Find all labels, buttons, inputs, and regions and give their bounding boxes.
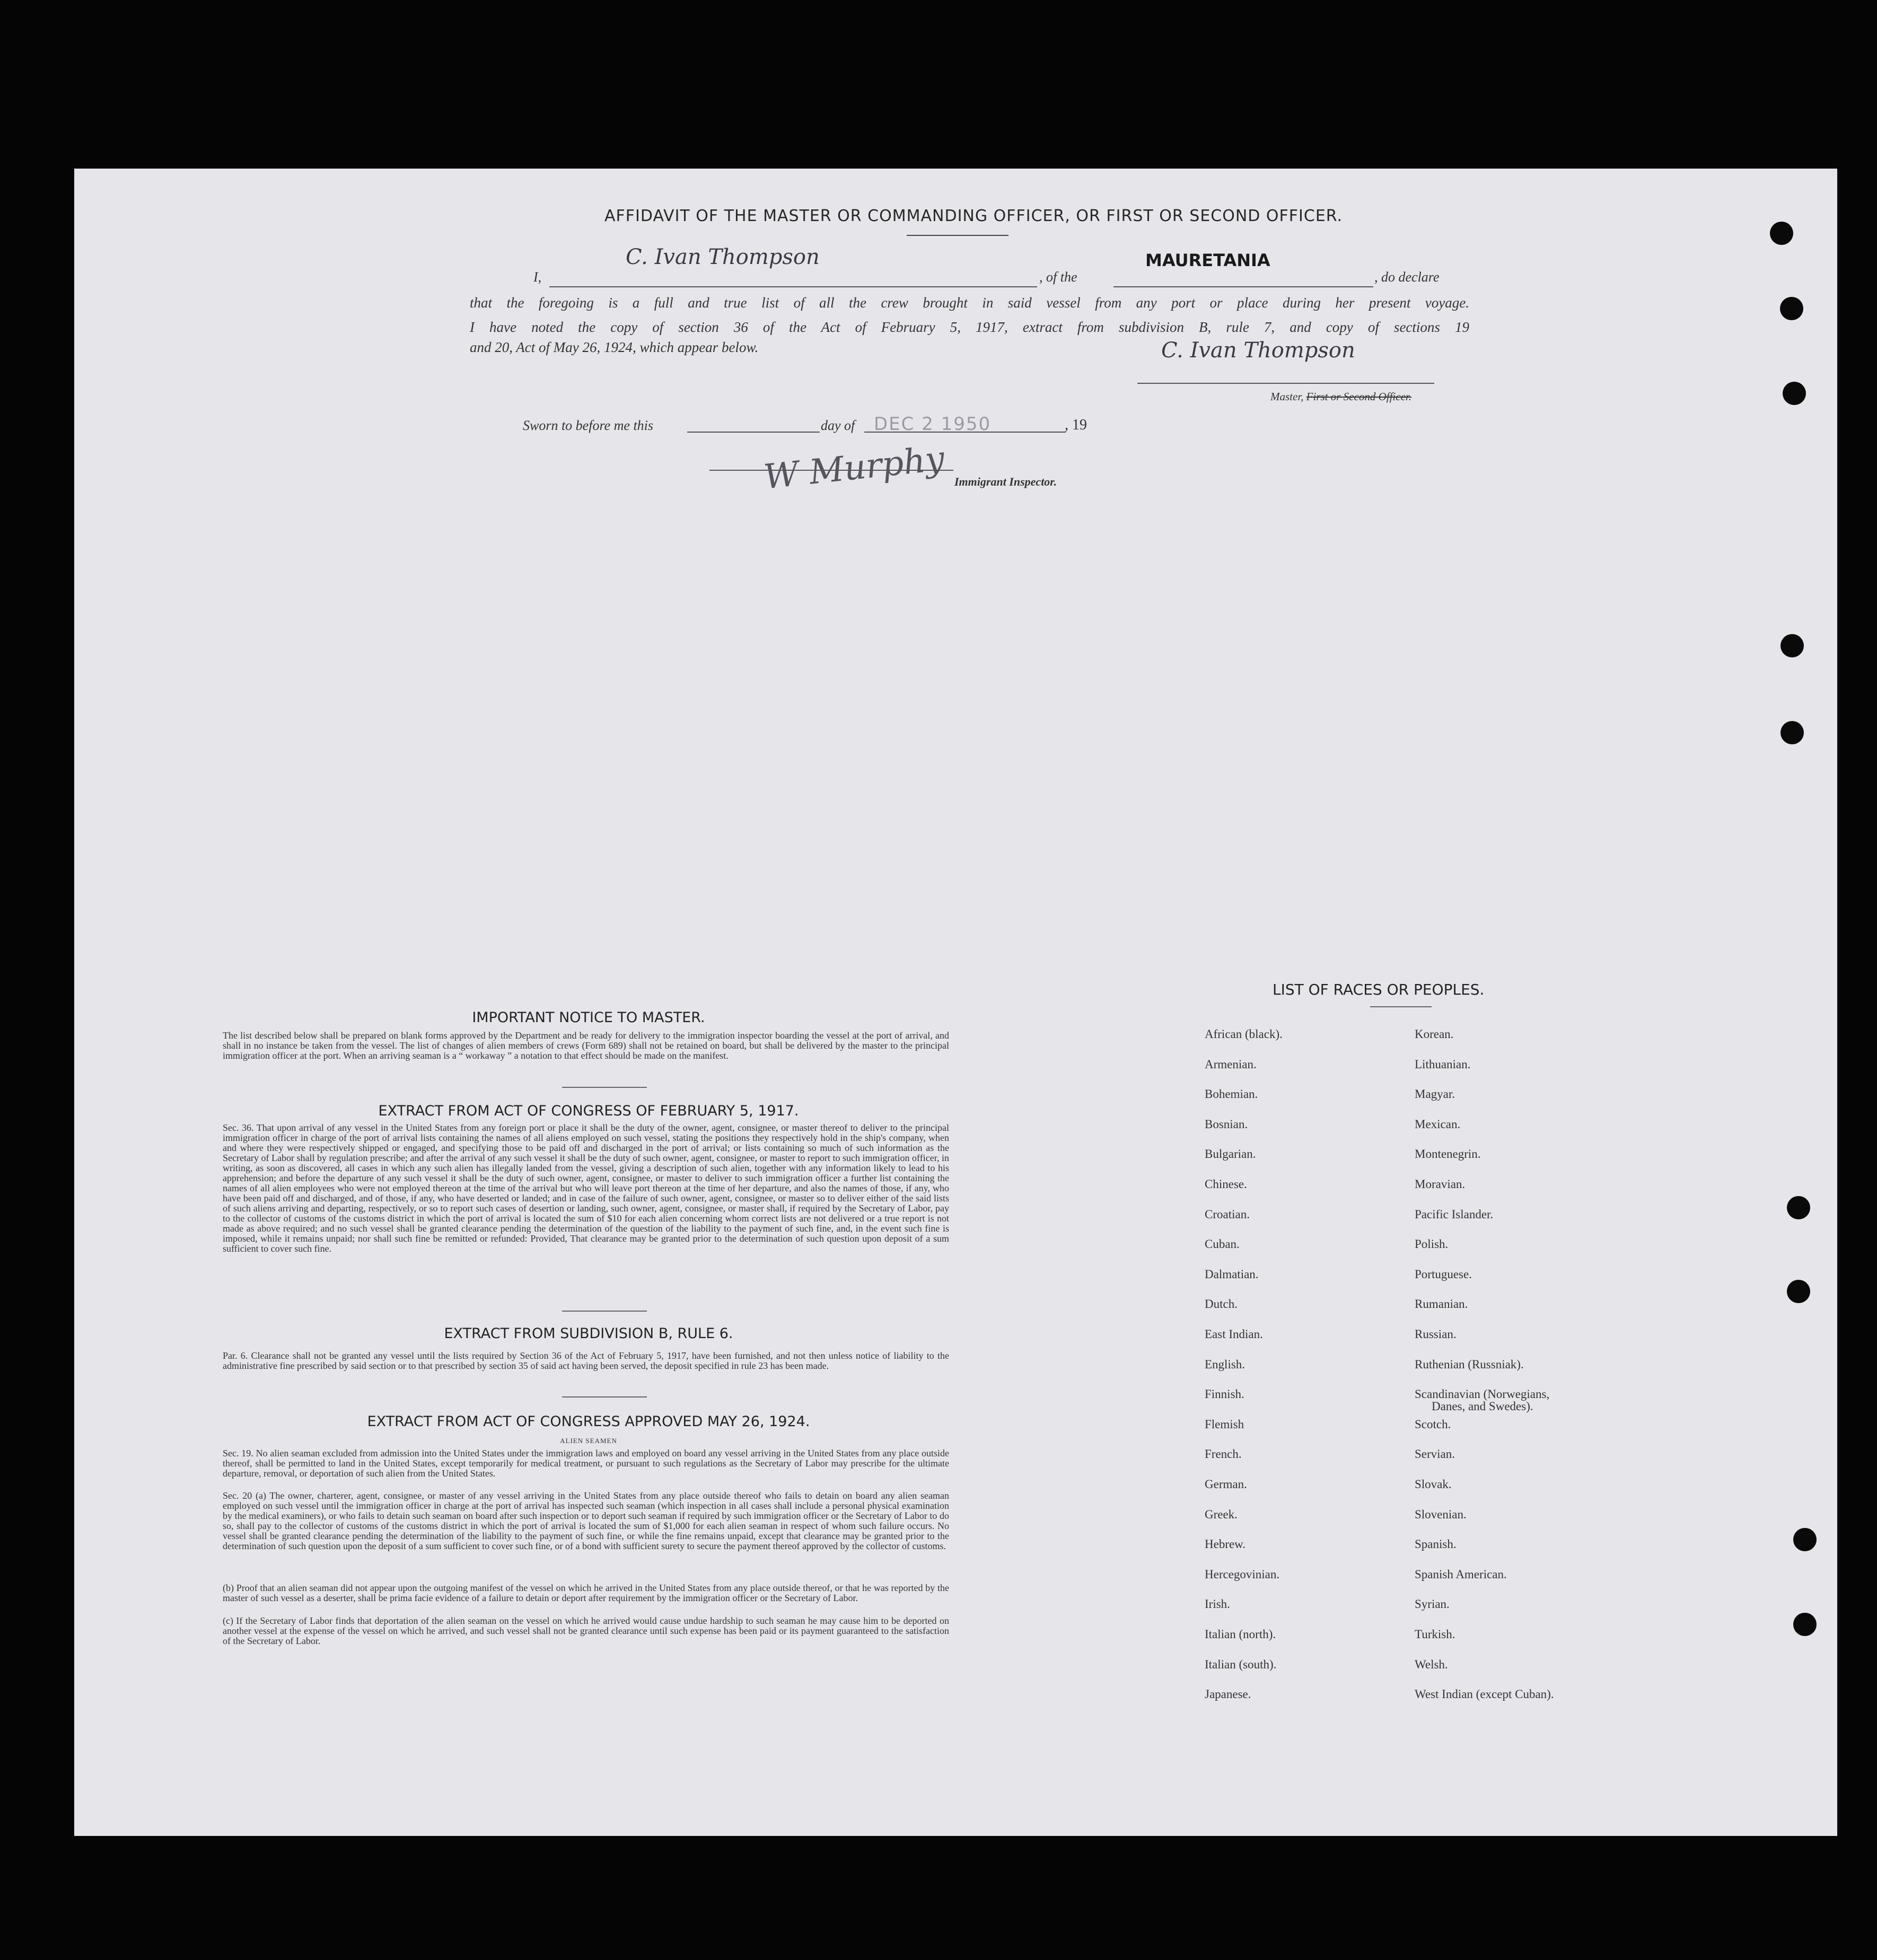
race-item: Turkish. [1415, 1628, 1455, 1641]
notice-text: The list described below shall be prepared on blank forms approved by the Department and be ready for delivery to the immigration inspector boarding the vessel at the port of arrival, and shall in no instance be taken from the vessel. The list of changes of alien members of crews (Form 689) shall not be retained on board, but shall be delivered by the master to the principal immigration officer at the port. When an arriving seaman is a “ workaway ” a notation to that effect should be made on the manifest. [223, 1030, 949, 1061]
race-item: Hercegovinian. [1205, 1567, 1280, 1581]
name-line [549, 286, 1037, 287]
race-item: Korean. [1415, 1027, 1454, 1041]
race-item: Polish. [1415, 1237, 1449, 1251]
year-label: , 19 [1065, 417, 1087, 433]
day-of-label: day of [821, 418, 855, 433]
race-item: Italian (north). [1205, 1628, 1276, 1641]
race-item: Cuban. [1205, 1237, 1240, 1251]
master-signature: C. Ivan Thompson [1161, 338, 1355, 363]
race-item: French. [1205, 1447, 1242, 1461]
race-item: Servian. [1415, 1447, 1455, 1461]
race-item: Welsh. [1415, 1657, 1448, 1671]
punch-hole [1787, 1196, 1810, 1219]
race-item: Spanish American. [1415, 1567, 1507, 1581]
master-name-handwritten: C. Ivan Thompson [626, 245, 820, 269]
i-label: I, [533, 269, 542, 285]
race-item: Italian (south). [1205, 1657, 1277, 1671]
race-item: East Indian. [1205, 1328, 1263, 1341]
race-item: Pacific Islander. [1415, 1207, 1494, 1221]
race-item: Mexican. [1415, 1117, 1461, 1131]
race-item: Scotch. [1415, 1417, 1451, 1431]
signature-line [1137, 383, 1434, 384]
vessel-name: MAURETANIA [1145, 250, 1270, 270]
sworn-label: Sworn to before me this [523, 418, 654, 433]
of-the-label: , of the [1039, 269, 1077, 285]
race-item: Montenegrin. [1415, 1147, 1481, 1161]
act-1924-sec-20a: Sec. 20 (a) The owner, charterer, agent, consignee, or master of any vessel arriving in the United States from any place outside thereof who fails to detain on board any alien seaman employed on such vessel until the immigration officer in charge at the port of arrival has inspected such seaman (which inspection in all cases shall include a personal physical examination by the medical examiners), or who fails to detain such seaman on board after such inspection or to deport such seaman if required by such immigration officer or the Secretary of Labor to do so, shall pay to the collector of customs of the customs district in which the port of arrival is located the sum of $1,000 for each alien seaman in respect of whom such failure occurs. No vessel shall be granted clearance pending the determination of the liability to the payment of such fine, or while the fine remains unpaid, except that clearance may be granted prior to the determination of such question upon the deposit of a sum sufficient to cover such fine, or of a bond with sufficient surety to secure the payment thereof approved by the collector of customs. [223, 1490, 949, 1551]
race-item: West Indian (except Cuban). [1415, 1687, 1554, 1701]
punch-hole [1787, 1280, 1810, 1303]
divider [907, 235, 1008, 236]
race-item: Japanese. [1205, 1687, 1251, 1701]
race-item: Finnish. [1205, 1387, 1244, 1401]
race-item: Slovak. [1415, 1478, 1452, 1491]
punch-hole [1770, 222, 1793, 245]
act-1924-sec-19: Sec. 19. No alien seaman excluded from admission into the United States under the immigration laws and employed on board any vessel arriving in the United States from any place outside thereof, shall be permitted to land in the United States, except temporarily for medical treatment, or pursuant to such regulations as the Secretary of Labor may prescribe for the ultimate departure, removal, or deportation of such alien from the United States. [223, 1448, 949, 1479]
punch-hole [1793, 1613, 1817, 1636]
races-heading: LIST OF RACES OR PEOPLES. [1273, 981, 1485, 998]
race-item-scandinavian-cont: Danes, and Swedes). [1432, 1400, 1533, 1413]
race-item: Syrian. [1415, 1597, 1450, 1611]
race-item: Bohemian. [1205, 1087, 1258, 1101]
race-item: Portuguese. [1415, 1267, 1472, 1281]
race-item: Russian. [1415, 1328, 1457, 1341]
date-stamp: DEC 2 1950 [874, 414, 992, 435]
race-item: Lithuanian. [1415, 1057, 1471, 1071]
race-item: Irish. [1205, 1597, 1230, 1611]
race-item: Ruthenian (Russniak). [1415, 1357, 1524, 1371]
race-item: English. [1205, 1357, 1246, 1371]
rule-6-heading: EXTRACT FROM SUBDIVISION B, RULE 6. [444, 1325, 733, 1342]
act-1917-text: Sec. 36. That upon arrival of any vessel in the United States from any foreign port or place it shall be the duty of the owner, agent, consignee, or master thereof to deliver to the principal immigration officer in charge of the port of arrival lists containing the names of all aliens employed on such vessel, stating the positions they respectively hold in the ship's company, when and where they were respectively shipped or engaged, and specifying those to be paid off and discharged in the port of arrival; or lists containing so much of such information as the Secretary of Labor shall by regulation prescribe; and after the arrival of any such vessel it shall be the duty of such owner, agent, consignee, or master to report to such immigration officer, in writing, as soon as discovered, all cases in which any such alien has illegally landed from the vessel, giving a description of such alien, together with any information likely to lead to his apprehension; and before the departure of any such vessel it shall be the duty of such owner, agent, consignee, or master to deliver to such immigration officer a further list containing the names of all alien employees who were not employed thereon at the time of the arrival but who will leave port thereon at the time of her departure, and also the names of those, if any, who have been paid off and discharged, and of those, if any, who have deserted or landed; and in case of the failure of such owner, agent, consignee, or master so to deliver either of the said lists of such aliens arriving and departing, respectively, or so to report such cases of desertion or landing, such owner, agent, consignee, or master shall, if required by the Secretary of Labor, pay to the collector of customs of the customs district in which the port of arrival is located the sum of $10 for each alien concerning whom correct lists are not delivered or a true report is not made as above required; and no such vessel shall be granted clearance pending the determination of the question of the liability to the payment of such fine, and, in the event such fine is imposed, while it remains unpaid; nor shall such fine be remitted or refunded: Provided, That clearance may be granted prior to the determination of such question upon deposit of a sum sufficient to cover such fine. [223, 1122, 949, 1254]
race-item: Dalmatian. [1205, 1267, 1259, 1281]
race-item: Armenian. [1205, 1057, 1257, 1071]
act-1924-heading: EXTRACT FROM ACT OF CONGRESS APPROVED MAY 26, 1924. [367, 1413, 810, 1430]
day-line [687, 432, 820, 433]
divider [562, 1311, 647, 1312]
act-1917-heading: EXTRACT FROM ACT OF CONGRESS OF FEBRUARY 5, 1917. [378, 1103, 799, 1119]
race-item: Magyar. [1415, 1087, 1455, 1101]
punch-hole [1780, 297, 1803, 320]
punch-hole [1783, 382, 1806, 405]
punch-hole [1793, 1528, 1817, 1551]
punch-hole [1780, 634, 1804, 657]
race-item: Spanish. [1415, 1537, 1457, 1551]
race-item: German. [1205, 1478, 1247, 1491]
alien-seamen-subheading: ALIEN SEAMEN [560, 1437, 617, 1445]
race-item: Scandinavian (Norwegians, [1415, 1387, 1550, 1401]
race-item: Greek. [1205, 1507, 1238, 1521]
declaration-line-4: and 20, Act of May 26, 1924, which appear below. [470, 339, 759, 355]
declaration-line-2: that the foregoing is a full and true list of all the crew brought in said vessel from any port or place during her present voyage. [470, 295, 1469, 311]
struck-officer-label: First or Second Officer. [1306, 390, 1411, 403]
race-item: Flemish [1205, 1417, 1244, 1431]
race-item: Chinese. [1205, 1177, 1247, 1191]
act-1924-sec-20c: (c) If the Secretary of Labor finds that deportation of the alien seaman on the vessel on which he arrived would cause undue hardship to such seaman he may cause him to be deported on another vessel at the expense of the vessel on which he arrived, and such vessel shall not be granted clearance until such expense has been paid or its payment guaranteed to the satisfaction of the Secretary of Labor. [223, 1615, 949, 1646]
race-item: Dutch. [1205, 1297, 1238, 1311]
race-item: Bosnian. [1205, 1117, 1248, 1131]
divider [562, 1396, 647, 1398]
master-label: Master, First or Second Officer. [1270, 390, 1411, 403]
race-item: Slovenian. [1415, 1507, 1467, 1521]
declaration-line-3: I have noted the copy of section 36 of the Act of February 5, 1917, extract from subdivision B, rule 7, and copy of sections 19 [470, 319, 1469, 335]
vessel-line [1113, 286, 1373, 287]
inspector-label: Immigrant Inspector. [954, 475, 1057, 488]
inspector-signature: W Murphy [762, 439, 946, 497]
race-item: Hebrew. [1205, 1537, 1246, 1551]
race-item: Bulgarian. [1205, 1147, 1256, 1161]
notice-heading: IMPORTANT NOTICE TO MASTER. [472, 1009, 705, 1026]
act-1924-sec-20b: (b) Proof that an alien seaman did not appear upon the outgoing manifest of the vessel on which he arrived in the United States from any place outside thereof, or that he was reported by the master of such vessel as a deserter, shall be prima facie evidence of a failure to detain or deport after requirement by the immigration officer or the Secretary of Labor. [223, 1583, 949, 1603]
affidavit-heading: AFFIDAVIT OF THE MASTER OR COMMANDING OFFICER, OR FIRST OR SECOND OFFICER. [604, 207, 1343, 225]
race-item: Croatian. [1205, 1207, 1250, 1221]
rule-6-text: Par. 6. Clearance shall not be granted any vessel until the lists required by Section 36 of the Act of February 5, 1917, have been furnished, and not then unless notice of liability to the administrative fine prescribed by said section or to that prescribed by section 35 of said act having been served, the deposit specified in rule 23 has been made. [223, 1350, 949, 1371]
do-declare-label: , do declare [1374, 269, 1440, 285]
race-item: Rumanian. [1415, 1297, 1468, 1311]
divider [562, 1087, 647, 1088]
race-item: African (black). [1205, 1027, 1283, 1041]
race-item: Moravian. [1415, 1177, 1466, 1191]
divider [1370, 1006, 1432, 1007]
punch-hole [1780, 721, 1804, 744]
